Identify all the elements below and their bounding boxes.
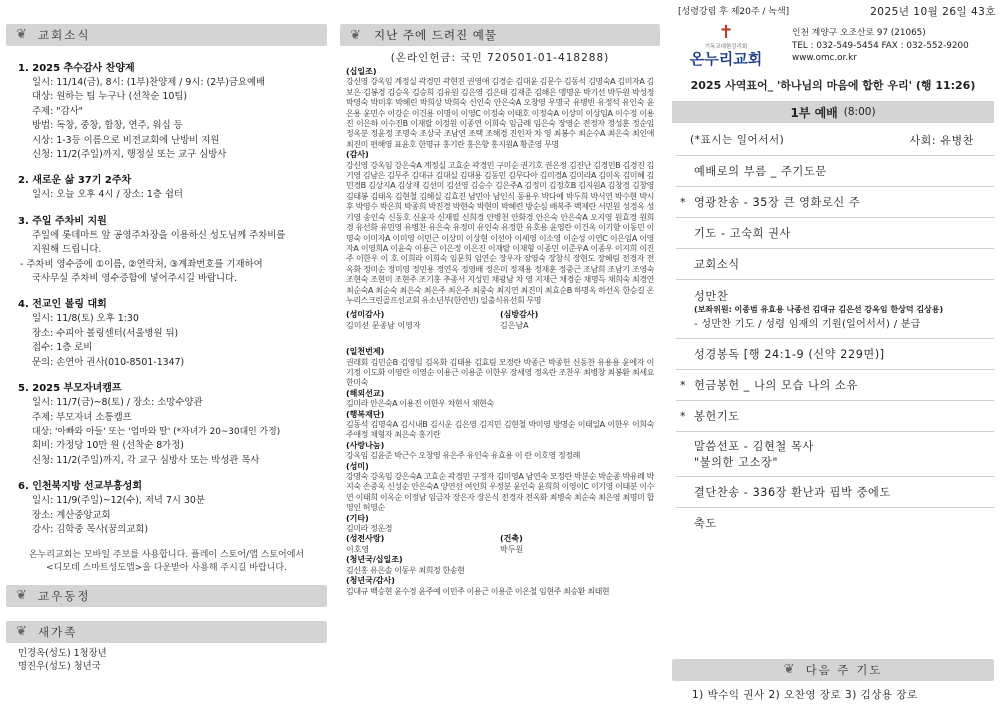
offering-category: (기타) <box>346 513 369 523</box>
order-text: 결단찬송 - 336장 환난과 핍박 중에도 <box>694 486 891 499</box>
order-item <box>676 218 994 249</box>
offering-names: 강신영 강옥임 강은숙A 계정실 고효순 곽경민 구미순 권기호 권은정 김진난 김경민B 김경진 김기영 김남은 김무주 김대규 김대실 김대용 김동민 김무다아 김미경A 김미라A 김미옥 김미혜 김민경B 김상지A 김상재 김선미 김선영 김승수 김은주A 김정미 김정호B 김지원A 김창경 김창영 김태봉 김태옥 김현철 김혜실 김효진 남민아 남인식 동용우 박다예 박두희 박서연 박수현 박시후 박영수 박은희 박종희 박진경 박현숙 박현미 박혜련 방순심 배복주 백제란 서민원 성경옥 성기영 송인숙 신동호 신윤자 신재필 신희경 안병천 안화경 안은숙 안은숙A 오지영 원효경 원희경 유선화 유민영 유병찬 유은숙 유정미 유인숙 유정한 유호용 윤영란 이건옥 이기향 이동민 이명숙 이미자A 이미영 이민근 이상미 이상현 이선아 이세영 이소영 이순성 이연C 이은임A 이영자A 이영희A 이윤숙 이용근 이은정 이은진 이재랄 이재형 이종민 이준우A 이종우 이지희 이진주 이한우 이 호 이희라 이희숙 임문희 임연순 장우자 장영숙 장창식 장현도 장혜림 전경자 전옥화 정미순 정미영 정민용 정연옥 정영배 정은미 정재용 정재훈 정중근 조남희 조남기 조영숙 조현숙 조현미 조현주 조기홍 추종서 지성민 채광남 차 영 지재근 채경순 채명득 채희숙 최경연 최순숙A 최순숙 최은숙 최은주 최은주 최중숙 최지연 최진미 최효순B 하명옥 하선옥 한승길 온누리스크린골프선교회 유소년부(한연빈) 일출식유선회 무명 <box>346 160 654 305</box>
order-text: 말씀선포 - 김현철 목사 <box>694 440 814 453</box>
offering-pair <box>346 545 654 555</box>
order-text: 예배로의 부름 _ 주기도문 <box>694 165 827 178</box>
news-section-4 <box>0 298 333 370</box>
offering-category: (십일조) <box>346 67 377 76</box>
bulletin-date: 2025년 10월 26일 43호 <box>870 6 996 18</box>
new-family-banner <box>6 621 327 643</box>
offering-names: 권래회 김민순B 김영임 김옥화 김태용 김효림 모정란 박종근 박종헌 신동찬 유용용 윤에자 이기정 이도화 이영란 이영순 이용근 이용준 이한우 장세영 정옥란 조찬우 최병창 최봉환 최세요 한미숙 <box>346 357 654 388</box>
news-line: 강사: 김학중 목사(꿈의교회) <box>32 523 149 535</box>
order-item-communion <box>676 280 994 339</box>
stand-note: (*표시는 일어서서) <box>690 134 785 146</box>
church-address <box>766 23 969 65</box>
ministry-motto: 2025 사역표어_ '하나님의 마음에 합한 우리' (행 11:26) <box>690 79 976 92</box>
church-name: 온누리교회 <box>689 50 763 68</box>
church-news-column <box>0 0 333 708</box>
church-news-title: 교회소식 <box>38 28 91 42</box>
offering-names: 이호영 <box>346 544 370 554</box>
news-line: 장소: 수피아 볼링센터(서울병원 뒤) <box>32 327 179 339</box>
offering-category: (사랑나눔) <box>346 440 385 450</box>
order-item <box>676 187 994 218</box>
stand-marker: * <box>680 409 687 423</box>
order-item <box>676 156 994 187</box>
phone-line: TEL : 032-549-5454 FAX : 032-552-9200 <box>792 40 969 51</box>
stand-marker: * <box>680 195 687 209</box>
offering-column <box>340 0 660 708</box>
news-line: 일시: 11/14(금), 8시: (1부)찬양제 / 9시: (2부)금요예배 <box>32 77 266 88</box>
order-item <box>676 401 994 432</box>
offering-category: (감사) <box>346 150 369 160</box>
order-item <box>676 339 994 370</box>
offering-names: 강옥임 김윤준 박근수 오창영 유은주 유인숙 유효용 이 란 이호영 정정례 <box>346 451 580 461</box>
worship-order-column <box>666 0 1000 708</box>
offering-names: 김동석 김명숙A 김시내B 김시운 김은영 김지민 김현철 박미영 방명순 이태일A 이한우 이희숙 주애정 채형자 최은숙 홍기란 <box>346 420 654 440</box>
news-line: 신청: 11/2(주일)까지, 행정실 또는 교구 심방사 <box>32 149 227 161</box>
leaf-icon: ❦ <box>350 27 361 43</box>
offering-category: (건축) <box>500 534 523 544</box>
cross-icon: ✝ <box>718 22 734 43</box>
member-news-banner <box>6 585 327 607</box>
offering-category: (성전사랑) <box>346 534 385 544</box>
news-line: 방법: 독창, 중창, 합창, 연주, 워십 등 <box>32 120 183 132</box>
stand-marker: * <box>680 378 687 392</box>
church-logo <box>686 23 766 67</box>
news-line: 문의: 손연아 권사(010-8501-1347) <box>32 356 185 368</box>
presider-row <box>676 125 994 156</box>
notice-line: 온누리교회는 모바일 주보를 사용합니다. 플레이 스토어/앱 스토어에서 <box>28 550 305 561</box>
offering-banner <box>340 24 660 46</box>
website-link[interactable]: www.omc.or.kr <box>792 53 857 63</box>
prayer-banner <box>672 659 994 681</box>
offering-pair <box>346 534 654 544</box>
news-line: 회비: 가정당 10만 원 (선착순 8가정) <box>32 440 184 452</box>
order-item <box>676 249 994 280</box>
news-title: 6. 인천북지방 선교부흥성회 <box>18 481 142 493</box>
new-family-entry: 민경옥(성도) 1청장년 <box>18 648 107 660</box>
news-title: 1. 2025 추수감사 찬양제 <box>18 63 135 74</box>
church-news-banner <box>6 24 327 46</box>
offering-category: (해외선교) <box>346 388 385 398</box>
offering-names: 김미선 문종남 이영자 <box>346 320 421 330</box>
prayer-title: 다음 주 기도 <box>805 663 883 677</box>
order-text: 교회소식 <box>694 258 740 271</box>
order-text: 기도 - 고숙희 권사 <box>694 227 791 240</box>
news-line: - 주차비 영수증에 ①이름, ②연락처, ③계좌번호를 기재하여 <box>20 258 263 270</box>
order-text: 성만찬 <box>694 290 729 303</box>
news-title: 4. 전교인 볼링 대회 <box>18 299 107 311</box>
offering-list <box>340 67 660 597</box>
offering-names: 강신영 강옥임 계정실 곽경민 곽현진 권영애 김경순 김대윤 김문수 김동석 김명숙A 김미자A 김보은 김봉경 김승옥 김승희 김유원 김은영 김은태 김재준 김해은 맹명운 박기선 박두원 박성정 박영숙 박미후 박혜린 박희상 박희숙 신인숙 안은숙A 오창영 우명국 유병빈 유정석 유인숙 윤은용 윤민수 이강순 이건용 이명이 이영C 이정숙 이태호 이정숙A 이상미 이상임A 이수정 이용진 이은하 이수진B 이재랄 이정원 이종연 이희숙 임금례 임은숙 장영순 전정자 정성훈 정순임 정옥분 정윤정 조명숙 조상국 조남연 조택 조해경 진인자 차 영 최봉수 최순수A 최은숙 최인애 최진미 편해영 표윤호 한명규 홍기란 홍은향 홍지원A 황준영 무명 <box>346 77 654 149</box>
mobile-bulletin-notice <box>0 549 333 575</box>
order-text: 헌금봉헌 _ 나의 모습 나의 소유 <box>694 379 858 392</box>
offering-title: 지난 주에 드려진 예물 <box>374 28 497 42</box>
order-item-sermon <box>676 432 994 477</box>
worship-order <box>676 125 994 538</box>
news-line: 일시: 11/8(토) 오후 1:30 <box>32 313 139 325</box>
new-family-entry: 명진우(성도) 청년국 <box>18 661 101 673</box>
offering-category: (청년국/감사) <box>346 576 395 586</box>
order-text: 성경봉독 [행 24:1-9 (신약 229면)] <box>694 348 885 361</box>
communion-assistants: (보좌위원: 이종범 유효용 나종선 김대규 김은선 강옥임 한상덕 김상용) <box>694 305 944 314</box>
denomination-label: 기독교대한감리회 <box>704 44 748 50</box>
news-line: 일시: 11/9(주일)~12(수), 저녁 7시 30분 <box>32 495 205 507</box>
news-section-5 <box>0 382 333 468</box>
offering-category: (행복재단) <box>346 409 385 419</box>
liturgy-note: [성령강림 후 제20주 / 녹색] <box>678 7 790 17</box>
offering-names: 김미라 정운경 <box>346 524 393 534</box>
service-title: 1부 예배 <box>790 105 838 120</box>
member-news-title: 교우동정 <box>38 589 91 604</box>
news-section-1 <box>0 62 333 162</box>
news-line: 주제: 부모자녀 소통캠프 <box>32 411 132 423</box>
leaf-icon: ❦ <box>783 662 795 677</box>
news-line: 주제: "감사" <box>32 105 83 117</box>
address-line: 인천 계양구 오조산로 97 (21065) <box>792 28 926 38</box>
offering-names: 강명숙 강옥임 강은숙A 고효순 곽경민 구정자 김미영A 남연숙 모정란 박분순 박순종 박유례 박지숙 손중옥 신성순 안은숙A 양연선 여인희 우정분 윤인숙 윤희희 이영이C 이기영 이태분 이수연 이태희 이옥순 이정남 임금자 장은자 장은식 전경자 전옥화 최병숙 최순숙 최은영 최명미 합영인 허영순 <box>346 472 654 513</box>
presider: 사회: 유병찬 <box>909 134 974 147</box>
sermon-title: "불의한 고소장" <box>694 456 779 469</box>
offering-category: (성미감사) <box>346 310 385 320</box>
order-item <box>676 477 994 508</box>
news-line: 장소: 계산중앙교회 <box>32 509 111 521</box>
offering-names: 김신홍 유은솔 이동우 최희정 한송현 <box>346 565 465 575</box>
order-text: 영광찬송 - 35장 큰 영화로신 주 <box>694 196 861 209</box>
order-item <box>676 508 994 538</box>
news-section-3 <box>0 215 333 287</box>
offering-names: 김미라 안은숙A 이용진 이한우 차현서 채현숙 <box>346 399 494 409</box>
offering-pair <box>346 321 654 331</box>
next-week-prayer <box>666 659 1000 708</box>
news-line: 일시: 오늘 오후 4시 / 장소: 1층 쉼터 <box>32 189 183 201</box>
online-offering-account: (온라인헌금: 국민 720501-01-418288) <box>390 52 610 64</box>
order-text: 축도 <box>694 517 717 530</box>
news-line: 주일에 롯데마트 앞 공영주차장을 이용하신 성도님께 주차비를 <box>32 229 286 241</box>
leaf-icon: ❦ <box>16 27 27 42</box>
leaf-icon: ❦ <box>16 624 27 640</box>
news-line: 대상: '아빠와 아들' 또는 '엄마와 딸' (*자녀가 20~30대인 가정) <box>32 426 281 437</box>
order-text: 봉헌기도 <box>694 410 740 423</box>
news-line: 접수: 1층 로비 <box>32 342 93 354</box>
offering-pair <box>346 310 654 320</box>
news-line: 지원해 드립니다. <box>32 244 102 256</box>
offering-category: (성미) <box>346 461 369 471</box>
prayer-list: 1) 박수익 권사 2) 오찬영 장로 3) 김상용 장로 <box>692 689 918 701</box>
news-line: 시상: 1-3등 이름으로 비전교회에 난방비 지원 <box>32 134 220 146</box>
bulletin-header <box>666 0 1000 19</box>
news-line: 일시: 11/7(금)~8(토) / 장소: 소망수양관 <box>32 397 203 409</box>
news-line: 국사무실 주차비 영수증함에 넣어주시길 바랍니다. <box>32 273 238 285</box>
new-family-title: 새가족 <box>38 625 78 640</box>
service-time: (8:00) <box>843 106 876 118</box>
news-line: 대상: 원하는 팀 누구나 (선착순 10팀) <box>32 91 188 103</box>
news-section-2 <box>0 174 333 202</box>
news-title: 3. 주일 주차비 지원 <box>18 215 107 227</box>
news-line: 신청: 11/2(주일)까지, 각 교구 심방사 또는 박성관 목사 <box>32 454 260 466</box>
offering-category: (청년국/십일조) <box>346 555 403 565</box>
offering-names: 박두원 <box>500 544 524 554</box>
offering-names: 김대규 백승현 윤수경 윤주예 이민주 이용근 이용준 이온철 임현주 최승환 최태현 <box>346 586 610 596</box>
news-title: 5. 2025 부모자녀캠프 <box>18 383 122 395</box>
service-banner <box>672 101 994 123</box>
communion-detail: - 성만찬 기도 / 성령 임재의 기원(일어서서) / 분급 <box>694 319 921 330</box>
offering-names: 김은남A <box>500 320 529 330</box>
leaf-icon: ❦ <box>16 588 27 604</box>
order-item <box>676 370 994 401</box>
news-title: 2. 새로운 삶 37기 2주차 <box>18 175 132 187</box>
offering-category: (일천번제) <box>346 347 385 357</box>
church-info <box>666 19 1000 67</box>
news-section-6 <box>0 480 333 537</box>
offering-category: (심방감사) <box>500 310 539 320</box>
notice-line: <디모데 스마트성도앱>을 다운받아 사용해 주시길 바랍니다. <box>46 563 287 574</box>
